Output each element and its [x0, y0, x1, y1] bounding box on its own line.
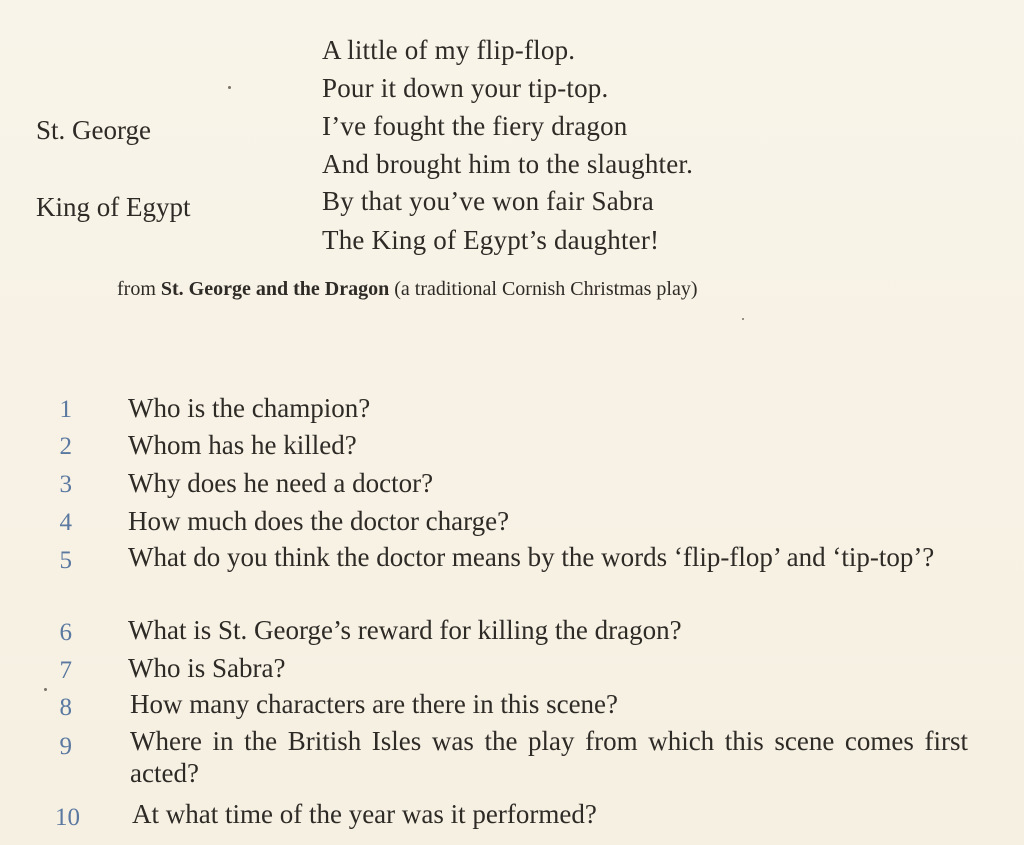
question-number: 4 [59, 509, 72, 536]
question-text: Whom has he killed? [128, 430, 357, 460]
print-speck [44, 688, 47, 691]
print-speck [742, 318, 744, 320]
source-prefix: from [117, 278, 161, 300]
speaker-name: King of Egypt [36, 192, 191, 222]
question-text: Where in the British Isles was the play from which this scene comes first acted? [130, 726, 968, 788]
question-number: 7 [59, 657, 72, 684]
question-text: How much does the doctor charge? [128, 506, 510, 536]
question-number: 8 [59, 694, 72, 721]
question-text: Who is Sabra? [128, 653, 286, 683]
question-number: 10 [55, 804, 80, 831]
question-number: 2 [59, 433, 72, 460]
speaker-name: St. George [36, 115, 151, 145]
question-text: At what time of the year was it performed? [132, 799, 597, 829]
question-text: Who is the champion? [128, 393, 371, 423]
dialogue-line: I’ve fought the fiery dragon [322, 111, 628, 141]
question-text: How many characters are there in this scene? [130, 689, 619, 719]
question-number: 5 [59, 547, 72, 574]
question-number: 6 [59, 619, 72, 646]
dialogue-line: And brought him to the slaughter. [322, 149, 694, 179]
print-speck [228, 86, 231, 89]
dialogue-line: The King of Egypt’s daughter! [322, 225, 660, 255]
play-title: St. George and the Dragon [160, 278, 390, 300]
question-number: 9 [59, 733, 72, 760]
source-attribution [117, 276, 698, 302]
source-suffix: (a traditional Cornish Christmas play) [389, 278, 698, 300]
dialogue-line: Pour it down your tip-top. [322, 73, 609, 103]
dialogue-line: By that you’ve won fair Sabra [322, 186, 654, 216]
question-text: What do you think the doctor means by the words ‘flip-flop’ and ‘tip-top’? [128, 542, 935, 572]
question-text: Why does he need a doctor? [128, 468, 434, 498]
question-text: What is St. George’s reward for killing the dragon? [128, 615, 682, 645]
question-number: 3 [59, 471, 72, 498]
question-number: 1 [59, 396, 72, 423]
dialogue-line: A little of my flip-flop. [322, 35, 576, 65]
